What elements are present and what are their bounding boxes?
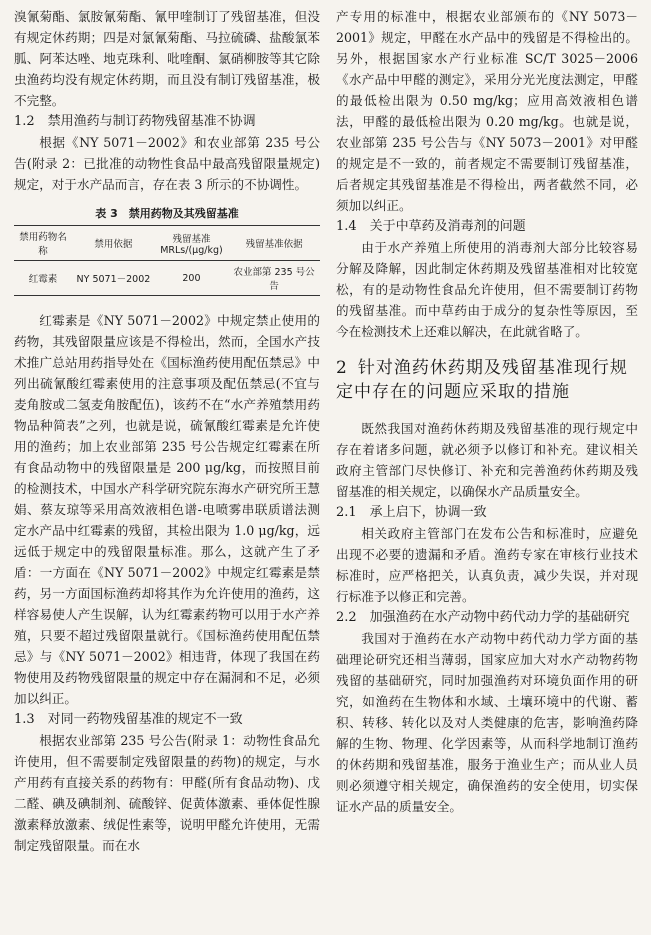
paragraph-intro: 溴氰菊酯、氯胺氰菊酯、氰甲喹制订了残留基准，但没有规定休药期；四是对氯氰菊酯、马拉硫磷、盐酸氯苯胍、阿苯达唑、地克珠利、吡喹酮、氯硝柳胺等其它除虫渔药均没有规定休药期，而且没有制订残留基准，极不完整。 (14, 9, 320, 108)
paragraph-erythromycin: 红霉素是《NY 5071－2002》中规定禁止使用的药物，其残留限量应该是不得检出，然而，全国水产技术推广总站用药指导处在《国标渔药使用配伍禁忌》中列出硫氰酸红霉素使用的注意事项及配伍禁忌(不宜与麦角胺或二氢麦角胺配伍)，该药不在“水产养殖禁用药物品种简表”之列，也就是说，硫氰酸红霉素是允许使用的渔药；加上农业部第 235 号公告规定红霉素在所有食品动物中的残留限量是 200 μg/kg，而按照目前的检测技术，中国水产科学研究院东海水产研究所王慧娟、蔡友琼等采用高效液相色谱-电喷雾串联质谱法测定水产品中红霉素的残留，其检出限为 1.0 μg/kg，远远低于规定中的残留限量标准。那么，这就产生了矛盾：一方面在《NY 5071－2002》中规定红霉素是禁药，另一方面国标渔药却将其作为允许使用的渔药，这样容易使人产生误解，认为红霉素药物可以用于水产养殖，只要不超过残留限量就行。《国标渔药使用配伍禁忌》与《NY 5071－2002》相违背，体现了我国在药物使用及药物残留限量的规定中存在漏洞和不足，必须加以纠正。 (14, 313, 320, 706)
table-banned-drugs (14, 225, 320, 296)
table-cell: NY 5071－2002 (76, 274, 151, 285)
section-heading-1-2: 1.2 禁用渔药与制订药物残留基准不协调 (14, 114, 256, 129)
paragraph-1-3: 根据农业部第 235 号公告(附录 1：动物性食品允许使用，但不需要制定残留限量的药物)的规定，与水产用药有直接关系的药物有：甲醛(所有食品动物)、戊二醛、碘及碘制剂、硫酸锌、促黄体激素、垂体促性腺激素释放激素、绒促性素等，说明甲醛允许使用，无需制定残留限量。而在水 (14, 733, 320, 853)
table-cell: 农业部第 235 号公告 (233, 267, 315, 292)
left-column (14, 6, 320, 856)
right-column (336, 6, 638, 817)
table-caption: 表 3 禁用药物及其残留基准 (95, 207, 239, 220)
table-header-cell: 残留基准 MRLs/(μg/kg) (160, 233, 223, 256)
table-header-cell: 残留基准依据 (245, 239, 303, 250)
paragraph-1-2: 根据《NY 5071－2002》和农业部第 235 号公告(附录 2：已批准的动物性食品中最高残留限量规定)规定，对于水产品而言，存在表 3 所示的不协调性。 (14, 135, 320, 192)
table-cell: 红霉素 (28, 274, 58, 285)
section-number: 2 (336, 358, 348, 378)
section-heading-2-1: 2.1 承上启下，协调一致 (336, 505, 487, 520)
table-header-row (14, 226, 320, 261)
section-heading-2 (336, 356, 638, 404)
section-heading-2-2: 2.2 加强渔药在水产动物中药代动力学的基础研究 (336, 610, 630, 625)
paragraph-2-2: 我国对于渔药在水产动物中药代动力学方面的基础理论研究还相当薄弱，国家应加大对水产动物药物残留的基础研究，同时加强渔药对环境负面作用的研究，如渔药在生物体和水域、土壤环境中的代谢、蓄积、转移、转化以及对人类健康的危害，影响渔药降解的生物、物理、化学因素等，从而科学地制订渔药的休药期和残留基准，服务于渔业生产；而从业人员则必须遵守相关规定，确保渔药的安全使用，切实保证水产品的质量安全。 (336, 631, 638, 814)
paragraph-2: 既然我国对渔药休药期及残留基准的现行规定中存在着诸多问题，就必须予以修订和补充。建议相关政府主管部门尽快修订、补充和完善渔药休药期及残留基准的相关规定，以确保水产品质量安全。 (336, 421, 638, 499)
table-cell: 200 (182, 272, 201, 284)
table-header-cell: 禁用依据 (94, 239, 133, 250)
paragraph-1-4: 由于水产养殖上所使用的消毒剂大部分比较容易分解及降解，因此制定休药期及残留基准相对比较宽松，有的是动物性食品允许使用，但不需要制订药物的残留基准。而中草药由于成分的复杂性等原因，至今在检测技术上还难以解决，在此就省略了。 (336, 240, 638, 339)
section-heading-1-4: 1.4 关于中草药及消毒剂的问题 (336, 219, 526, 234)
paragraph-2-1: 相关政府主管部门在发布公告和标准时，应避免出现不必要的遗漏和矛盾。渔药专家在审核行业技术标准时，应严格把关，认真负责，减少失误，并对现行标准予以修正和完善。 (336, 526, 638, 604)
section-heading-1-3: 1.3 对同一药物残留基准的规定不一致 (14, 712, 243, 727)
section-title: 针对渔药休药期及残留基准现行规定中存在的问题应采取的措施 (336, 358, 628, 402)
paragraph-continued: 产专用的标准中，根据农业部颁布的《NY 5073－2001》规定，甲醛在水产品中的残留是不得检出的。另外，根据国家水产行业标准 SC/T 3025－2006《水产品中甲醛的测定》，采用分光光度法测定，甲醛的最低检出限为 0.50 mg/kg；应用高效液相色谱法，甲醛的最低检出限为 0.20 mg/kg。也就是说，农业部第 235 号公告与《NY 5073－2001》对甲醛的规定是不一致的，前者规定不需要制订残留基准，后者规定其残留基准是不得检出，两者截然不同，必须加以纠正。 (336, 9, 638, 213)
table-header-cell: 禁用药物名称 (19, 232, 67, 257)
table-row (14, 261, 320, 296)
